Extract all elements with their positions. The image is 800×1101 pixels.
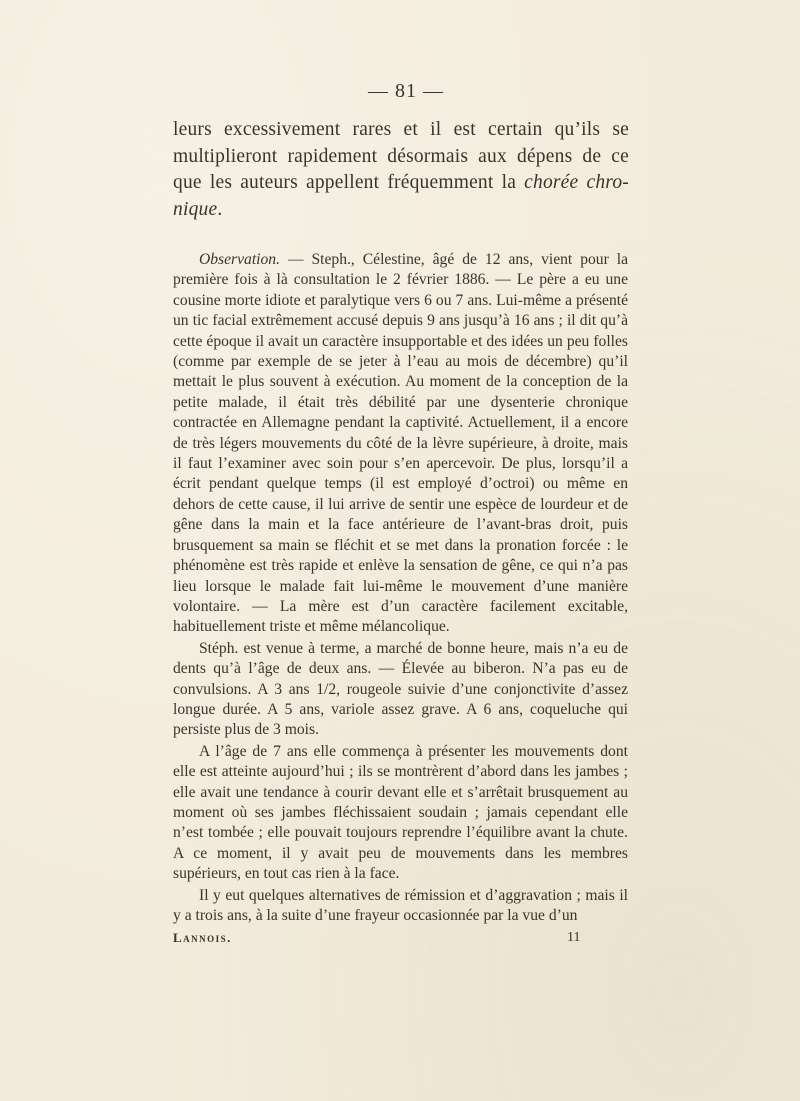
footer-author: Lannois. (173, 930, 232, 945)
observation-paragraph-2: Stéph. est venue à terme, a marché de bonne heure, mais n’a eu de dents qu’à l’âge de deux ans. — Élevée au biberon. N’a pas eu de convulsions. A 3 ans 1/2, rougeole suivie d’une conjonctivite d’assez longue durée. A 5 ans, variole assez grave. A 6 ans, coqueluche qui persiste plus de 3 mois. (173, 639, 628, 739)
intro-paragraph (173, 117, 629, 223)
observation-paragraph-3: A l’âge de 7 ans elle commença à présenter les mouvements dont elle est atteinte aujourd’hui ; ils se montrèrent d’abord dans les jambes ; elle avait une tendance à courir devant elle et s’arrêtait brusquement au moment où ses jambes fléchissaient soudain ; jamais cependant elle n’est tombée ; elle pouvait toujours reprendre l’équilibre avant la chute. A ce moment, il y avait peu de mouvements dans les membres supérieurs, en tout cas rien à la face. (173, 742, 628, 883)
observation-paragraph-1 (173, 250, 628, 638)
intro-text (173, 117, 629, 223)
intro-text-end: . (217, 198, 223, 220)
observation-paragraph-1-text: — Steph., Célestine, âgé de 12 ans, vient pour la première fois à là consultation le 2 février 1886. — Le père a eu une cousine morte idiote et paralytique vers 6 ou 7 ans. Lui-même a présenté un tic facial extrêmement accusé depuis 9 ans jusqu’à 16 ans ; il dit qu’à cette époque il avait un caractère insupportable et des idées un peu folles (comme par exemple de se jeter à l’eau au mois de décembre) qu’il mettait le plus souvent à exécution. Au moment de la conception de la petite malade, il était très débilité par une dysenterie chronique contractée en Allemagne pendant la captivité. Actuellement, il a encore de très légers mouvements du côté de la lèvre supérieure, à droite, mais il faut l’examiner avec soin pour s’en apercevoir. De plus, lorsqu’il a écrit pendant quelque temps (il est employé d’octroi) ou même en dehors de cette cause, il lui arrive de sentir une espèce de lourdeur et de gêne dans la main et la face antérieure de l’avant-bras droit, puis brusquement sa main se fléchit et se met dans la pronation forcée : le phénomène est très rapide et enlève la sensation de gêne, ce qui n’a pas lieu lorsque le malade fait lui-même le mouvement d’une manière volontaire. — La mère est d’un caractère facilement excitable, habituellement triste et même mélancolique. (173, 251, 628, 636)
footer-signature-mark: 11 (567, 930, 581, 945)
intro-text-main: leurs excessivement rares et il est certain qu’ils se multiplieront rapidement désormais aux dépens de ce que les auteurs appellent fréquemment la (173, 119, 629, 193)
observation-label: Observation. (199, 251, 280, 268)
intro-italic-term: chorée chro-nique (173, 172, 629, 220)
observation-paragraph-4: Il y eut quelques alternatives de rémission et d’aggravation ; mais il y a trois ans, à la suite d’une frayeur occasionnée par la vue d’un (173, 886, 628, 924)
page-number: — 81 — (368, 80, 444, 102)
observation-section (173, 250, 628, 926)
